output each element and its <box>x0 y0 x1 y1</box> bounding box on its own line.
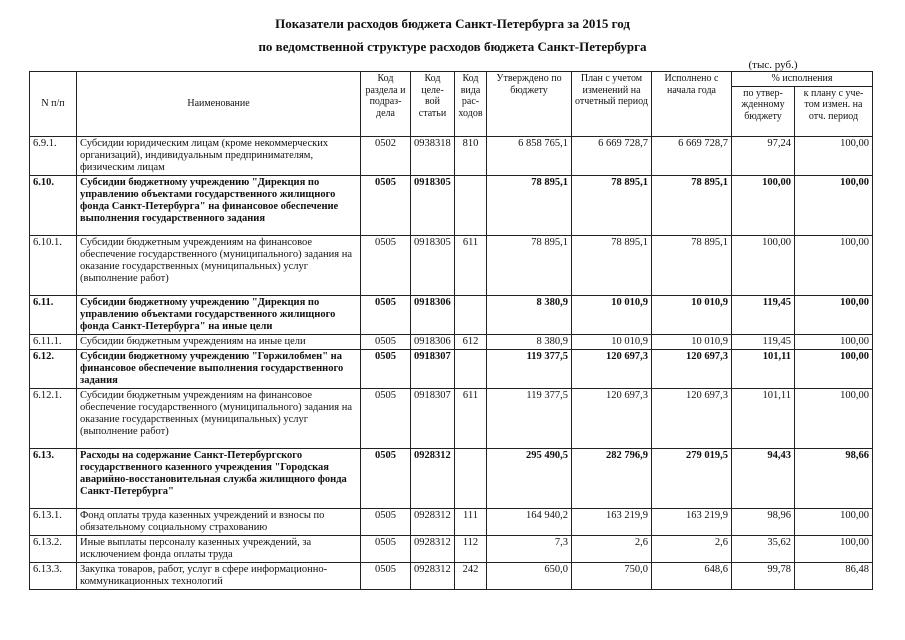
row-pct-plan: 100,00 <box>795 295 873 334</box>
row-executed: 120 697,3 <box>652 388 732 448</box>
table-row <box>30 535 873 562</box>
row-approved: 164 940,2 <box>487 508 572 535</box>
col-approved-header: Утверждено по бюджету <box>487 72 572 137</box>
row-name: Субсидии бюджетным учреждениям на финансовое обеспечение государственного (муниципального) задания на оказание государственных (муниципальных) услуг (выполнение работ) <box>77 235 361 295</box>
row-pct-budget: 35,62 <box>732 535 795 562</box>
row-name: Фонд оплаты труда казенных учреждений и взносы по обязательному социальному страхованию <box>77 508 361 535</box>
row-name: Субсидии бюджетным учреждениям на финансовое обеспечение государственного (муниципального) задания на оказание государственных (муниципальных) услуг (выполнение работ) <box>77 388 361 448</box>
row-name: Иные выплаты персоналу казенных учреждений, за исключением фонда оплаты труда <box>77 535 361 562</box>
row-plan: 120 697,3 <box>572 388 652 448</box>
row-target-code: 0928312 <box>411 448 455 508</box>
row-section-code: 0505 <box>361 508 411 535</box>
row-name: Расходы на содержание Санкт-Петербургского государственного казенного учреждения "Городская аварийно-восстановительная служба жилищного фонда Санкт-Петербурга" <box>77 448 361 508</box>
row-pct-budget: 101,11 <box>732 388 795 448</box>
row-approved: 78 895,1 <box>487 175 572 235</box>
row-pct-budget: 119,45 <box>732 295 795 334</box>
row-number: 6.13.2. <box>30 535 77 562</box>
row-pct-budget: 119,45 <box>732 334 795 349</box>
row-approved: 119 377,5 <box>487 388 572 448</box>
row-name: Закупка товаров, работ, услуг в сфере информационно-коммуникационных технологий <box>77 562 361 589</box>
row-target-code: 0938318 <box>411 136 455 175</box>
row-number: 6.13.1. <box>30 508 77 535</box>
row-approved: 8 380,9 <box>487 334 572 349</box>
table-row <box>30 295 873 334</box>
row-executed: 120 697,3 <box>652 349 732 388</box>
row-pct-plan: 100,00 <box>795 535 873 562</box>
row-approved: 119 377,5 <box>487 349 572 388</box>
table-row <box>30 175 873 235</box>
table-row <box>30 562 873 589</box>
row-section-code: 0502 <box>361 136 411 175</box>
row-type-code: 611 <box>455 235 487 295</box>
row-target-code: 0928312 <box>411 562 455 589</box>
row-pct-budget: 101,11 <box>732 349 795 388</box>
row-plan: 78 895,1 <box>572 175 652 235</box>
row-target-code: 0928312 <box>411 508 455 535</box>
row-plan: 78 895,1 <box>572 235 652 295</box>
unit-label: (тыс. руб.) <box>748 59 798 71</box>
row-section-code: 0505 <box>361 349 411 388</box>
row-name: Субсидии бюджетному учреждению "Дирекция по управлению объектами государственного жилищного фонда Санкт-Петербурга" на иные цели <box>77 295 361 334</box>
row-executed: 6 669 728,7 <box>652 136 732 175</box>
row-number: 6.9.1. <box>30 136 77 175</box>
row-approved: 7,3 <box>487 535 572 562</box>
row-plan: 2,6 <box>572 535 652 562</box>
row-pct-plan: 100,00 <box>795 349 873 388</box>
table-row <box>30 448 873 508</box>
col-name-header: Наименование <box>77 72 361 137</box>
row-pct-budget: 97,24 <box>732 136 795 175</box>
col-section-header: Код раздела и подраз-дела <box>361 72 411 137</box>
row-pct-plan: 98,66 <box>795 448 873 508</box>
row-section-code: 0505 <box>361 334 411 349</box>
row-executed: 648,6 <box>652 562 732 589</box>
row-type-code: 810 <box>455 136 487 175</box>
row-target-code: 0918306 <box>411 295 455 334</box>
row-type-code: 611 <box>455 388 487 448</box>
row-pct-budget: 94,43 <box>732 448 795 508</box>
row-type-code <box>455 448 487 508</box>
col-plan-header: План с учетом изменений на отчетный период <box>572 72 652 137</box>
row-section-code: 0505 <box>361 235 411 295</box>
col-type-header: Код вида рас-ходов <box>455 72 487 137</box>
row-number: 6.12.1. <box>30 388 77 448</box>
row-executed: 279 019,5 <box>652 448 732 508</box>
row-section-code: 0505 <box>361 388 411 448</box>
row-plan: 10 010,9 <box>572 334 652 349</box>
row-pct-budget: 100,00 <box>732 235 795 295</box>
row-name: Субсидии юридическим лицам (кроме некоммерческих организаций), индивидуальным предпринимателям, физическим лицам <box>77 136 361 175</box>
row-executed: 10 010,9 <box>652 295 732 334</box>
row-pct-plan: 100,00 <box>795 235 873 295</box>
row-pct-plan: 100,00 <box>795 136 873 175</box>
row-approved: 650,0 <box>487 562 572 589</box>
row-section-code: 0505 <box>361 295 411 334</box>
table-row <box>30 349 873 388</box>
row-pct-budget: 100,00 <box>732 175 795 235</box>
row-pct-budget: 98,96 <box>732 508 795 535</box>
row-type-code: 242 <box>455 562 487 589</box>
row-plan: 750,0 <box>572 562 652 589</box>
table-row <box>30 508 873 535</box>
row-plan: 120 697,3 <box>572 349 652 388</box>
row-executed: 78 895,1 <box>652 175 732 235</box>
row-name: Субсидии бюджетному учреждению "Дирекция по управлению объектами государственного жилищного фонда Санкт-Петербурга" на финансовое обеспечение выполнения государственного задания <box>77 175 361 235</box>
row-target-code: 0918307 <box>411 349 455 388</box>
table-row <box>30 334 873 349</box>
row-approved: 295 490,5 <box>487 448 572 508</box>
row-plan: 10 010,9 <box>572 295 652 334</box>
table-row <box>30 235 873 295</box>
row-section-code: 0505 <box>361 448 411 508</box>
row-number: 6.11. <box>30 295 77 334</box>
row-type-code <box>455 349 487 388</box>
row-number: 6.10.1. <box>30 235 77 295</box>
row-target-code: 0918306 <box>411 334 455 349</box>
row-executed: 10 010,9 <box>652 334 732 349</box>
table-row <box>30 388 873 448</box>
row-pct-plan: 86,48 <box>795 562 873 589</box>
row-approved: 78 895,1 <box>487 235 572 295</box>
row-number: 6.13. <box>30 448 77 508</box>
row-pct-plan: 100,00 <box>795 388 873 448</box>
row-type-code: 612 <box>455 334 487 349</box>
row-target-code: 0918305 <box>411 235 455 295</box>
row-number: 6.13.3. <box>30 562 77 589</box>
budget-table <box>29 71 873 590</box>
document-subtitle: по ведомственной структуре расходов бюджета Санкт-Петербурга <box>258 39 647 54</box>
row-approved: 8 380,9 <box>487 295 572 334</box>
col-percent-group-header: % исполнения <box>732 72 873 87</box>
row-target-code: 0918305 <box>411 175 455 235</box>
row-type-code: 112 <box>455 535 487 562</box>
document-title: Показатели расходов бюджета Санкт-Петербурга за 2015 год <box>275 16 630 31</box>
row-plan: 282 796,9 <box>572 448 652 508</box>
row-type-code: 111 <box>455 508 487 535</box>
row-approved: 6 858 765,1 <box>487 136 572 175</box>
row-section-code: 0505 <box>361 535 411 562</box>
row-number: 6.12. <box>30 349 77 388</box>
row-type-code <box>455 295 487 334</box>
row-target-code: 0928312 <box>411 535 455 562</box>
row-name: Субсидии бюджетным учреждениям на иные цели <box>77 334 361 349</box>
row-name: Субсидии бюджетному учреждению "Горжилобмен" на финансовое обеспечение выполнения государственного задания <box>77 349 361 388</box>
row-section-code: 0505 <box>361 175 411 235</box>
row-executed: 163 219,9 <box>652 508 732 535</box>
col-pct-budget-header: по утвер-жденному бюджету <box>732 86 795 136</box>
row-target-code: 0918307 <box>411 388 455 448</box>
row-pct-plan: 100,00 <box>795 175 873 235</box>
row-pct-plan: 100,00 <box>795 334 873 349</box>
col-num-header: N п/п <box>30 72 77 137</box>
row-number: 6.10. <box>30 175 77 235</box>
col-pct-plan-header: к плану с уче-том измен. на отч. период <box>795 86 873 136</box>
row-type-code <box>455 175 487 235</box>
row-executed: 2,6 <box>652 535 732 562</box>
row-plan: 6 669 728,7 <box>572 136 652 175</box>
row-executed: 78 895,1 <box>652 235 732 295</box>
col-target-header: Код целе-вой статьи <box>411 72 455 137</box>
row-section-code: 0505 <box>361 562 411 589</box>
table-row <box>30 136 873 175</box>
row-pct-plan: 100,00 <box>795 508 873 535</box>
row-number: 6.11.1. <box>30 334 77 349</box>
col-executed-header: Исполнено с начала года <box>652 72 732 137</box>
row-pct-budget: 99,78 <box>732 562 795 589</box>
row-plan: 163 219,9 <box>572 508 652 535</box>
